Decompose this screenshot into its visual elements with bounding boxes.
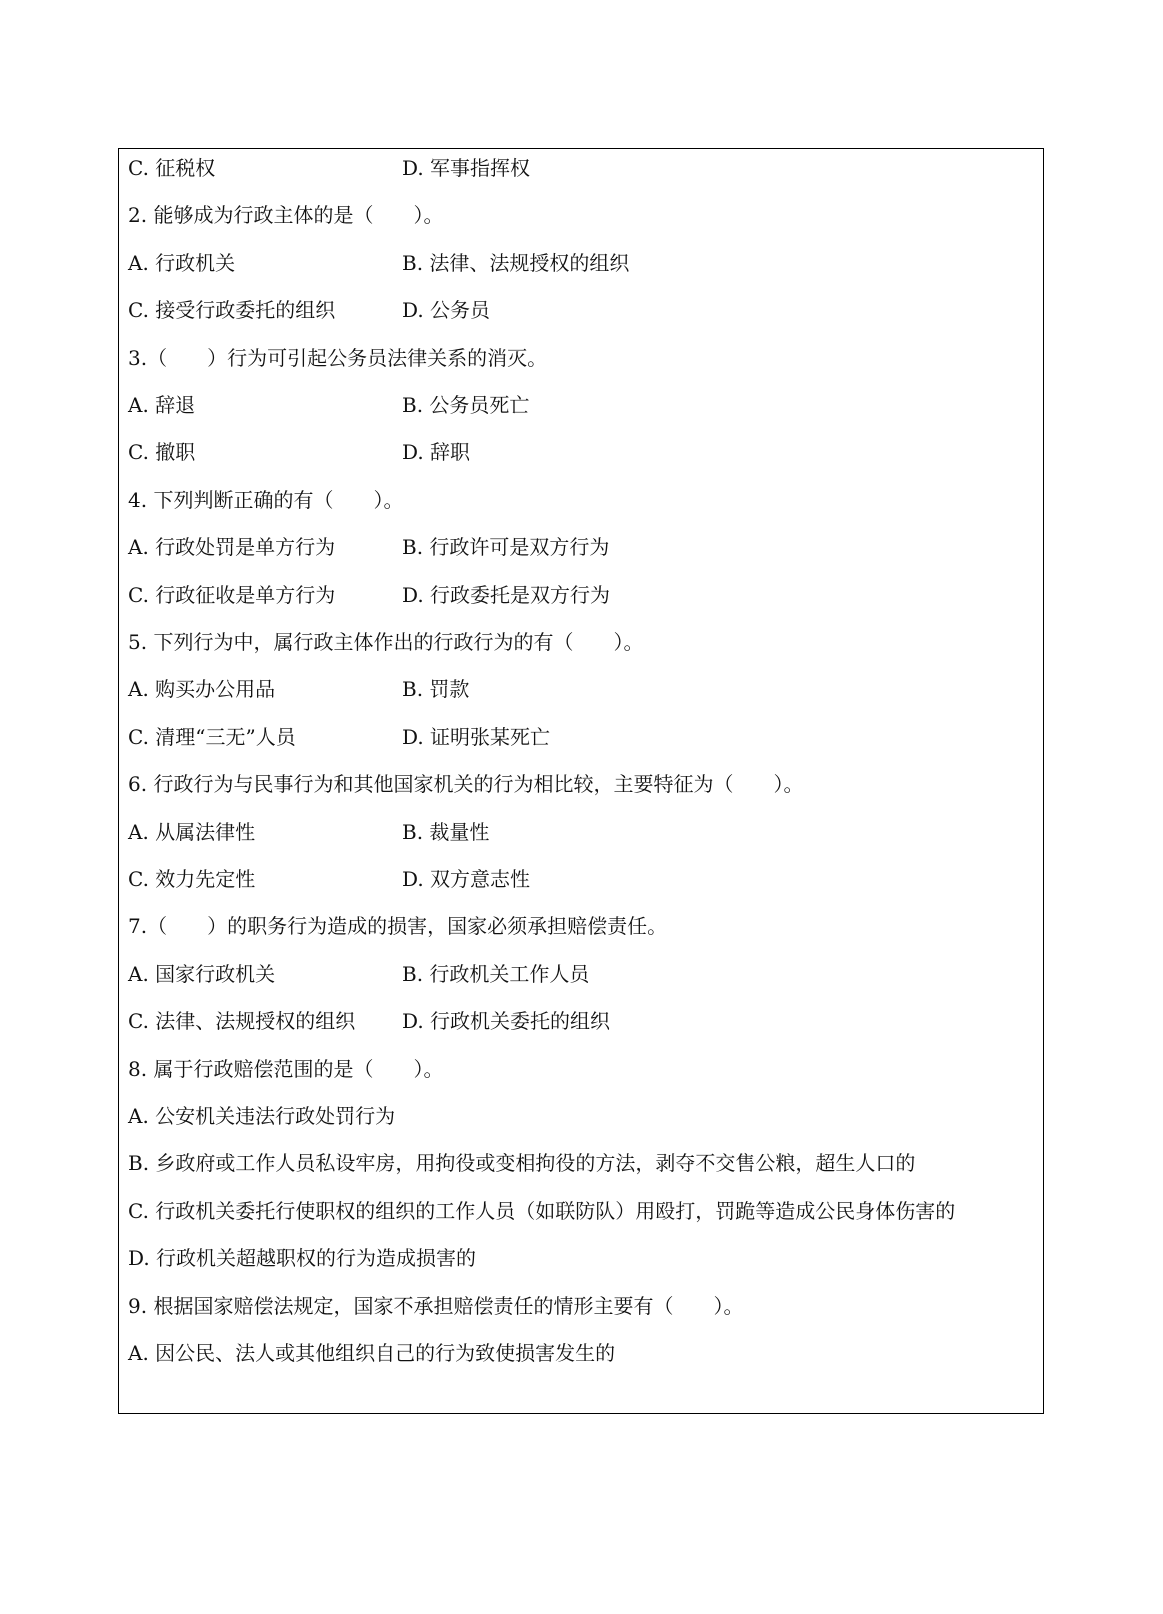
- option-left: C. 清理“三无”人员: [128, 724, 296, 749]
- option-left: A. 辞退: [128, 393, 196, 417]
- option-right: B. 行政机关工作人员: [402, 961, 590, 986]
- option-row: [128, 248, 1038, 278]
- option-left: A. 行政处罚是单方行为: [128, 535, 336, 560]
- text-line: B. 乡政府或工作人员私设牢房，用拘役或变相拘役的方法，剥夺不交售公粮，超生人口的: [128, 1151, 916, 1176]
- option-right: B. 公务员死亡: [402, 393, 530, 417]
- option-row: [128, 722, 1038, 752]
- option-row: [128, 532, 1038, 562]
- option-left: C. 行政征收是单方行为: [128, 582, 336, 607]
- option-left: C. 效力先定性: [128, 867, 256, 891]
- option-row: [128, 295, 1038, 325]
- option-left: C. 法律、法规授权的组织: [128, 1009, 356, 1034]
- option-row: [128, 864, 1038, 894]
- text-line: D. 行政机关超越职权的行为造成损害的: [128, 1246, 477, 1271]
- option-left: A. 行政机关: [128, 250, 236, 275]
- option-left: C. 接受行政委托的组织: [128, 298, 336, 323]
- text-line: 6. 行政行为与民事行为和其他国家机关的行为相比较，主要特征为（ ）。: [128, 772, 804, 797]
- text-line: A. 公安机关违法行政处罚行为: [128, 1104, 396, 1128]
- text-line: 9. 根据国家赔偿法规定，国家不承担赔偿责任的情形主要有（ ）。: [128, 1293, 744, 1318]
- text-line: 8. 属于行政赔偿范围的是（ ）。: [128, 1056, 444, 1081]
- option-row: [128, 817, 1038, 847]
- option-left: C. 征税权: [128, 156, 216, 180]
- option-row: [128, 674, 1038, 704]
- option-right: D. 辞职: [402, 440, 471, 465]
- option-right: B. 罚款: [402, 677, 470, 702]
- option-right: D. 行政机关委托的组织: [402, 1009, 611, 1034]
- option-right: B. 法律、法规授权的组织: [402, 250, 630, 275]
- option-row: [128, 153, 1038, 183]
- option-right: B. 裁量性: [402, 819, 490, 844]
- option-right: D. 公务员: [402, 298, 491, 323]
- option-left: A. 国家行政机关: [128, 961, 276, 986]
- text-line: 5. 下列行为中，属行政主体作出的行政行为的有（ ）。: [128, 630, 644, 654]
- option-left: C. 撤职: [128, 440, 196, 465]
- text-line: 3.（ ）行为可引起公务员法律关系的消灭。: [128, 345, 548, 370]
- option-row: [128, 390, 1038, 420]
- text-line: 4. 下列判断正确的有（ ）。: [128, 487, 404, 512]
- option-right: D. 双方意志性: [402, 867, 531, 891]
- option-row: [128, 959, 1038, 989]
- option-row: [128, 437, 1038, 467]
- option-row: [128, 580, 1038, 610]
- option-left: A. 购买办公用品: [128, 677, 276, 702]
- option-row: [128, 1006, 1038, 1036]
- text-line: 7.（ ）的职务行为造成的损害，国家必须承担赔偿责任。: [128, 914, 668, 939]
- option-right: D. 行政委托是双方行为: [402, 582, 611, 607]
- text-line: 2. 能够成为行政主体的是（ ）。: [128, 203, 444, 228]
- option-right: D. 军事指挥权: [402, 156, 531, 180]
- option-right: D. 证明张某死亡: [402, 724, 551, 749]
- text-line: A. 因公民、法人或其他组织自己的行为致使损害发生的: [128, 1341, 616, 1365]
- text-line: C. 行政机关委托行使职权的组织的工作人员（如联防队）用殴打，罚跪等造成公民身体伤害的: [128, 1198, 956, 1223]
- option-right: B. 行政许可是双方行为: [402, 535, 610, 560]
- option-left: A. 从属法律性: [128, 819, 256, 844]
